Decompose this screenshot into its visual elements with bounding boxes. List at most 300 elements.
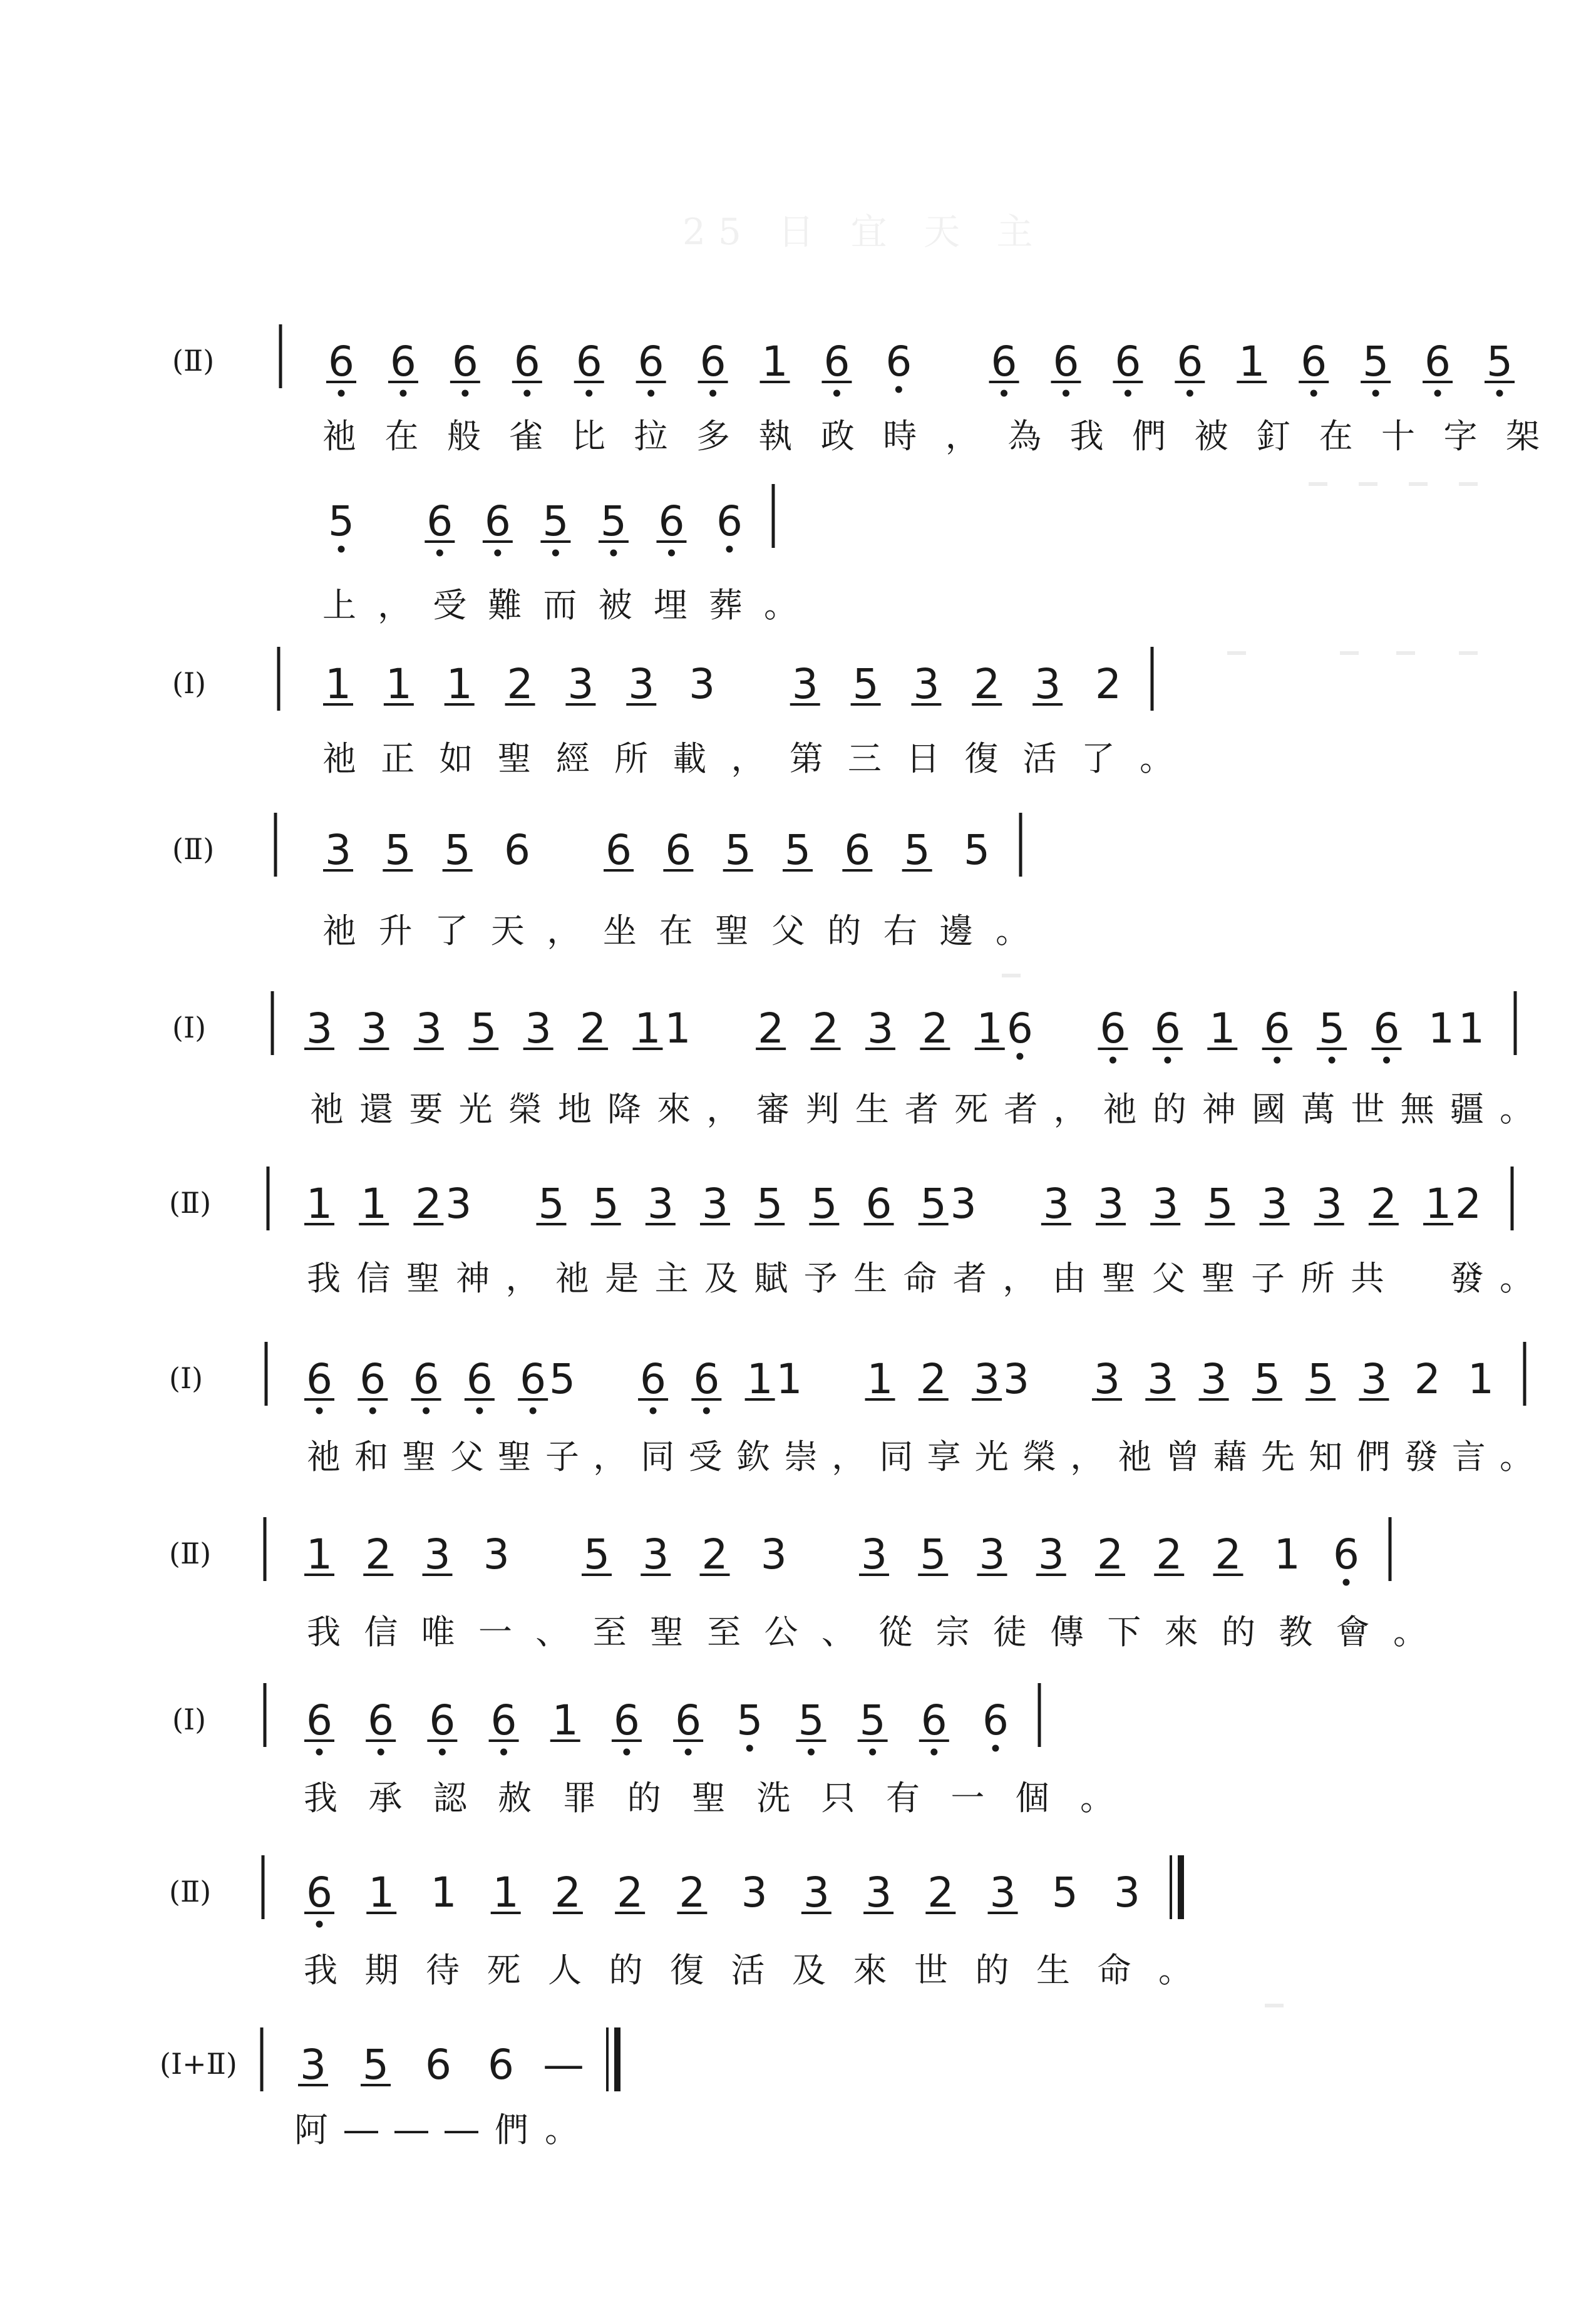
note (1095, 660, 1121, 708)
note (366, 1696, 396, 1756)
note-digit: 1 (1425, 1180, 1452, 1228)
note (776, 1355, 803, 1403)
note (1468, 1355, 1494, 1403)
low-octave-dot (1383, 1057, 1390, 1064)
note-digit: 6 (1332, 1530, 1359, 1579)
note (673, 1696, 703, 1756)
note (1372, 1004, 1402, 1064)
low-octave-dot (610, 550, 617, 557)
note-digit: 1 (761, 337, 788, 386)
note (523, 1004, 553, 1053)
note-digit: 6 (844, 826, 871, 874)
note-digit: 6 (675, 1696, 702, 1744)
note (859, 1530, 889, 1579)
note (950, 1180, 977, 1228)
note (851, 660, 881, 708)
note-digit: 5 (756, 1180, 783, 1228)
note (760, 337, 790, 386)
note-digit: 3 (1361, 1355, 1387, 1403)
note (505, 660, 535, 708)
note (975, 1004, 1005, 1053)
lyrics-line: 我 信 唯 一 、 至 聖 至 公 、 從 宗 徒 傳 下 來 的 教 會 。 (307, 1612, 1427, 1652)
note-digit: 2 (1156, 1530, 1183, 1579)
note-digit: 6 (1373, 1004, 1400, 1053)
note-digit: 3 (860, 1530, 887, 1579)
note-digit: 6 (699, 337, 726, 386)
note-digit: 5 (538, 1180, 565, 1228)
lyrics-line: 上 ， 受 難 而 被 埋 葬 。 (322, 585, 798, 625)
note (756, 1004, 786, 1053)
low-octave-dot (895, 386, 902, 393)
note (1007, 1004, 1033, 1060)
note (450, 337, 480, 397)
note (663, 826, 693, 874)
note (988, 1868, 1018, 1917)
note (1274, 1530, 1300, 1579)
lyrics-line: 阿 ― ― ― 們 。 (294, 2110, 579, 2150)
note (304, 1180, 334, 1228)
note-digit: 1 (634, 1004, 661, 1053)
note (468, 1004, 498, 1053)
note-digit: 1 (1467, 1355, 1494, 1403)
note (1154, 1530, 1184, 1579)
note-digit: 5 (1051, 1868, 1078, 1917)
note (863, 1868, 893, 1917)
note-digit: 3 (1200, 1355, 1227, 1403)
note-digit: 3 (525, 1004, 552, 1053)
note (512, 337, 542, 397)
note (641, 1530, 671, 1579)
note (736, 1696, 763, 1752)
note-digit: 1 (306, 1530, 332, 1579)
note (489, 1696, 519, 1756)
note (445, 1180, 471, 1228)
note-digit: 5 (859, 1696, 886, 1744)
low-octave-dot (650, 1408, 657, 1414)
note (445, 660, 475, 708)
note (677, 1868, 707, 1917)
low-octave-dot (992, 1745, 999, 1752)
note (1095, 1530, 1125, 1579)
low-octave-dot (530, 1408, 537, 1414)
note-digit: 1 (1209, 1004, 1236, 1053)
note-digit: 1 (361, 1180, 388, 1228)
note (977, 1530, 1007, 1579)
note-digit: 6 (637, 337, 664, 386)
note-digit: 5 (920, 1180, 947, 1228)
note (741, 1868, 768, 1917)
note-digit: 2 (617, 1868, 644, 1917)
note (1199, 1355, 1229, 1403)
note (925, 1868, 955, 1917)
note-digit: 1 (325, 660, 351, 708)
note-digit: 2 (554, 1868, 581, 1917)
note-digit: 3 (1093, 1355, 1120, 1403)
note-digit: 3 (865, 1868, 892, 1917)
note (328, 497, 354, 553)
bleed-speck (1340, 651, 1359, 655)
note-digit: 2 (758, 1004, 785, 1053)
note (1260, 1180, 1290, 1228)
note (1145, 1355, 1175, 1403)
low-octave-dot (552, 550, 559, 557)
note (864, 1180, 894, 1228)
low-octave-dot (316, 1749, 323, 1756)
note-digit: 6 (605, 826, 632, 874)
note-digit: 5 (1362, 337, 1389, 386)
voice-label: (Ⅱ) (172, 832, 215, 866)
note (298, 2041, 328, 2089)
note (1205, 1180, 1235, 1228)
note (865, 1004, 895, 1053)
note-digit: 2 (1454, 1180, 1481, 1228)
note (1207, 1004, 1237, 1053)
note-digit: 3 (424, 1530, 451, 1579)
note-digit: 1 (1274, 1530, 1300, 1579)
note-digit: 5 (592, 1180, 619, 1228)
note (821, 337, 852, 397)
note (384, 660, 414, 708)
bleed-speck (1409, 482, 1428, 486)
note-digit: 1 (492, 1868, 519, 1917)
note-digit: 6 (1176, 337, 1203, 386)
note (604, 826, 634, 874)
note (304, 1355, 334, 1414)
note-digit: 5 (328, 497, 354, 545)
low-octave-dot (709, 390, 716, 397)
note (1414, 1355, 1441, 1403)
note-digit: 3 (1113, 1868, 1140, 1917)
bleed-speck (1265, 2004, 1284, 2007)
note-digit: 6 (716, 497, 743, 545)
note-digit: 3 (300, 2041, 326, 2089)
system (169, 1855, 1192, 1990)
note-digit: — (542, 2041, 584, 2089)
low-octave-dot (623, 1749, 630, 1756)
note-digit: 6 (613, 1696, 640, 1744)
note (304, 1530, 334, 1579)
note-digit: 5 (583, 1530, 610, 1579)
note-digit: 5 (1207, 1180, 1233, 1228)
system (172, 324, 1540, 625)
note (858, 1696, 888, 1756)
note-digit: 3 (702, 1180, 729, 1228)
note (809, 1180, 839, 1228)
note-digit: 2 (927, 1868, 954, 1917)
note (1113, 337, 1143, 397)
note (363, 1530, 393, 1579)
note-digit: 2 (1094, 660, 1121, 708)
system (169, 1517, 1427, 1652)
low-octave-dot (378, 1749, 384, 1756)
note (413, 1180, 443, 1228)
note-digit: 6 (426, 497, 453, 545)
note (358, 1355, 388, 1414)
note (359, 1180, 389, 1228)
note-digit: 3 (1147, 1355, 1174, 1403)
note (1114, 1868, 1140, 1917)
note (550, 1696, 580, 1744)
note-digit: 3 (445, 1180, 472, 1228)
note-digit: 6 (490, 1696, 517, 1744)
system (172, 647, 1173, 778)
note-digit: 2 (1215, 1530, 1242, 1579)
note (646, 1180, 676, 1228)
note (865, 1355, 895, 1403)
note (689, 660, 715, 708)
note (919, 1180, 949, 1228)
note (323, 826, 353, 874)
low-octave-dot (423, 1408, 430, 1414)
note (691, 1355, 721, 1414)
note-digit: 2 (507, 660, 533, 708)
note (1252, 1355, 1282, 1403)
note-digit: 1 (552, 1696, 579, 1744)
note-digit: 3 (1043, 1180, 1069, 1228)
note (425, 497, 455, 557)
low-octave-dot (1274, 1057, 1280, 1064)
note (304, 1004, 334, 1053)
lyrics-line: 祂 正 如 聖 經 所 載 ， 第 三 日 復 活 了 。 (322, 739, 1173, 778)
note (612, 1696, 642, 1756)
note (483, 1530, 510, 1579)
note-digit: 2 (580, 1004, 607, 1053)
note-digit: 2 (1370, 1180, 1397, 1228)
note-digit: 6 (1115, 337, 1141, 386)
note-digit: 5 (444, 826, 471, 874)
note-digit: 6 (658, 497, 685, 545)
note (1317, 1004, 1347, 1064)
note (1299, 337, 1329, 397)
note-digit: 2 (1414, 1355, 1441, 1403)
low-octave-dot (1063, 390, 1069, 397)
note (1150, 1180, 1180, 1228)
note (745, 1355, 775, 1403)
low-octave-dot (1372, 390, 1379, 397)
note-digit: 6 (693, 1355, 720, 1403)
note (615, 1868, 645, 1917)
note (811, 1004, 841, 1053)
lyrics-line: 我 信 聖 神 ， 祂 是 主 及 賦 予 生 命 者 ， 由 聖 父 聖 子 所 共 發 。 (307, 1259, 1533, 1298)
low-octave-dot (1016, 1053, 1023, 1060)
note-digit: 6 (368, 1696, 394, 1744)
note (796, 1696, 826, 1756)
note-digit: 1 (368, 1868, 395, 1917)
note-digit: 3 (760, 1530, 787, 1579)
note (636, 337, 666, 397)
lyrics-line: 祂 還 要 光 榮 地 降 來 ， 審 判 生 者 死 者 ， 祂 的 神 國 萬 世 無 疆 。 (310, 1090, 1533, 1129)
note-digit: 3 (483, 1530, 510, 1579)
note (1455, 1180, 1481, 1228)
note-digit: 3 (1002, 1355, 1029, 1403)
note (920, 1004, 950, 1053)
note (1092, 1355, 1122, 1403)
note (504, 826, 530, 874)
note (665, 1004, 691, 1053)
note-digit: 3 (306, 1004, 332, 1053)
low-octave-dot (647, 390, 654, 397)
system (172, 1683, 1114, 1818)
low-octave-dot (726, 546, 733, 553)
voice-label: (Ⅱ) (169, 1186, 212, 1220)
low-octave-dot (1329, 1057, 1336, 1064)
note-digit: 1 (746, 1355, 773, 1403)
note (1175, 337, 1205, 397)
note (700, 1180, 730, 1228)
note-digit: 6 (1006, 1004, 1033, 1053)
low-octave-dot (668, 550, 675, 557)
note (1458, 1004, 1485, 1053)
note (430, 1868, 456, 1917)
low-octave-dot (833, 390, 840, 397)
low-octave-dot (494, 550, 501, 557)
bleed-speck (1359, 482, 1377, 486)
note (919, 1696, 949, 1756)
note (536, 1180, 566, 1228)
note-digit: 6 (1424, 337, 1451, 386)
note-digit: 6 (1099, 1004, 1126, 1053)
note-digit: 2 (922, 1004, 949, 1053)
note (632, 1004, 662, 1053)
note-digit: 6 (1154, 1004, 1181, 1053)
note-digit: 6 (575, 337, 602, 386)
note-digit: 6 (865, 1180, 892, 1228)
note (411, 1355, 441, 1414)
note-digit: 3 (741, 1868, 768, 1917)
note (699, 1530, 729, 1579)
note-digit: 6 (359, 1355, 386, 1403)
note (1041, 1180, 1071, 1228)
note-digit: 5 (1254, 1355, 1280, 1403)
bleed-speck (1396, 651, 1415, 655)
note (790, 660, 820, 708)
voice-label: (Ⅰ) (172, 1011, 207, 1044)
note (361, 2041, 391, 2089)
note-digit: 6 (306, 1696, 332, 1744)
note (1051, 337, 1081, 397)
note-digit: 5 (542, 497, 569, 545)
note (964, 826, 990, 874)
note-digit: 5 (549, 1355, 576, 1403)
note-digit: 2 (1096, 1530, 1123, 1579)
note-digit: 1 (664, 1004, 691, 1053)
note-digit: 5 (920, 1530, 947, 1579)
note-digit: 5 (600, 497, 627, 545)
bleed-speck (1459, 482, 1478, 486)
note-digit: 2 (701, 1530, 728, 1579)
note-digit: 5 (852, 660, 879, 708)
note-digit: 5 (963, 826, 990, 874)
note (842, 826, 872, 874)
note-digit: 6 (451, 337, 478, 386)
low-octave-dot (523, 390, 530, 397)
note-digit: 5 (362, 2041, 389, 2089)
voice-label: (Ⅰ) (172, 666, 207, 700)
low-octave-dot (746, 1745, 753, 1752)
note-digit: 6 (306, 1868, 332, 1917)
note (885, 337, 912, 393)
note (1305, 1355, 1336, 1403)
note-digit: 3 (1034, 660, 1061, 708)
low-octave-dot (1001, 390, 1007, 397)
low-octave-dot (1434, 390, 1441, 397)
low-octave-dot (808, 1749, 815, 1756)
note-digit: 1 (976, 1004, 1003, 1053)
note-digit: 6 (487, 2041, 514, 2089)
note-digit: 6 (1264, 1004, 1290, 1053)
lyrics-line: 祂 和 聖 父 聖 子 ， 同 受 欽 崇 ， 同 享 光 榮 ， 祂 曾 藉 先 知 們 發 言 。 (307, 1437, 1533, 1476)
note (716, 497, 743, 553)
low-octave-dot (476, 1408, 483, 1414)
note-digit: 3 (361, 1004, 388, 1053)
note (1333, 1530, 1359, 1586)
lyrics-line: 祂 在 般 雀 比 拉 多 執 政 時 ， 為 我 們 被 釘 在 十 字 架 (322, 416, 1540, 456)
note (304, 1696, 334, 1756)
note (549, 1355, 575, 1403)
note-digit: 5 (1319, 1004, 1346, 1053)
note-digit: 6 (425, 2041, 451, 2089)
note-digit: 5 (811, 1180, 838, 1228)
system (172, 813, 1029, 950)
note-digit: 2 (920, 1355, 947, 1403)
note-digit: 6 (991, 337, 1017, 386)
note (1423, 337, 1453, 397)
note (1098, 1004, 1128, 1064)
note (1096, 1180, 1126, 1228)
low-octave-dot (369, 1408, 376, 1414)
voice-label: (Ⅱ) (169, 1875, 212, 1909)
note (543, 2041, 584, 2089)
note-digit: 1 (306, 1180, 332, 1228)
note-digit: 6 (328, 337, 354, 386)
note-digit: 6 (503, 826, 530, 874)
note (366, 1868, 396, 1917)
system (160, 2027, 617, 2150)
low-octave-dot (338, 546, 345, 553)
note (582, 1530, 612, 1579)
note (425, 2041, 451, 2089)
bleed-speck (1459, 651, 1478, 655)
low-octave-dot (930, 1749, 937, 1756)
note-digit: 1 (1458, 1004, 1485, 1053)
note-digit: 5 (798, 1696, 825, 1744)
note (1369, 1180, 1399, 1228)
note-digit: 2 (365, 1530, 392, 1579)
note-digit: 3 (979, 1530, 1006, 1579)
note-digit: 5 (736, 1696, 763, 1744)
note (638, 1355, 668, 1414)
note-digit: 6 (520, 1355, 547, 1403)
note-digit: 3 (567, 660, 594, 708)
note (443, 826, 473, 874)
voice-label: (Ⅰ) (169, 1361, 203, 1395)
note (1052, 1868, 1078, 1917)
note-digit: 6 (1053, 337, 1079, 386)
note-digit: 5 (1307, 1355, 1334, 1403)
note-digit: 6 (640, 1355, 667, 1403)
voice-label: (Ⅰ) (172, 1703, 207, 1736)
note-digit: 3 (803, 1868, 830, 1917)
low-octave-dot (869, 1749, 876, 1756)
note (540, 497, 570, 557)
note (723, 826, 753, 874)
note (698, 337, 728, 397)
note-digit: 6 (413, 1355, 440, 1403)
note-digit: 6 (982, 1696, 1009, 1744)
note (304, 1868, 334, 1928)
note (491, 1868, 521, 1917)
note-digit: 5 (724, 826, 751, 874)
